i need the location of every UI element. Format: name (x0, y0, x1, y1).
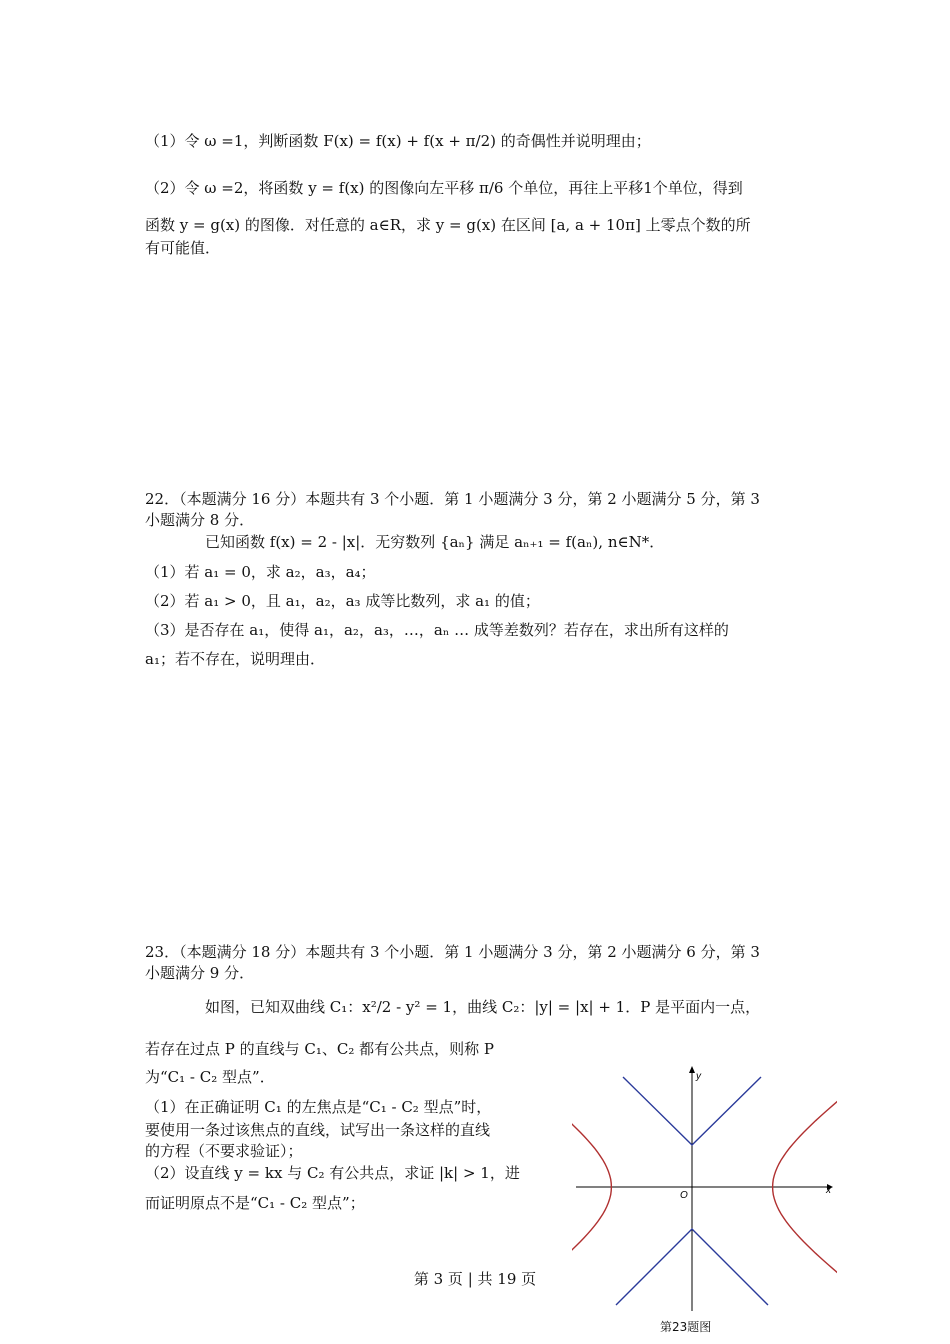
q23-part2-line2: 而证明原点不是“C₁ - C₂ 型点”； (145, 1194, 365, 1212)
q23-part1-line2: 要使用一条过该焦点的直线，试写出一条这样的直线 (145, 1121, 491, 1139)
y-axis-arrow-icon (689, 1066, 695, 1073)
q21-part2-line2: 函数 y = g(x) 的图像．对任意的 a∈R，求 y = g(x) 在区间 [a, a + 10π] 上零点个数的所 (145, 216, 751, 234)
q22-stem: 已知函数 f(x) = 2 - |x|．无穷数列 {aₙ} 满足 aₙ₊₁ = f(aₙ), n∈N*． (205, 533, 665, 551)
q21-part1: （1）令 ω =1，判断函数 F(x) = f(x) + f(x + π/2) 的奇偶性并说明理由； (145, 132, 651, 150)
page-footer: 第 3 页 | 共 19 页 (413, 1270, 537, 1288)
x-axis-label: x (826, 1185, 831, 1196)
q23-stem-line3: 为“C₁ - C₂ 型点”． (145, 1068, 275, 1086)
q23-header-line1: 23．（本题满分 18 分）本题共有 3 个小题．第 1 小题满分 3 分，第 2 小题满分 6 分，第 3 (145, 943, 760, 961)
q23-stem-line1: 如图，已知双曲线 C₁：x²/2 - y² = 1，曲线 C₂：|y| = |x| + 1．P 是平面内一点， (205, 998, 761, 1016)
q23-part1-line3: 的方程（不要求验证）； (145, 1142, 303, 1160)
q23-header-line2: 小题满分 9 分． (145, 964, 255, 982)
q22-part3-line1: （3）是否存在 a₁，使得 a₁，a₂，a₃，…，aₙ … 成等差数列？若存在，求出所有这样的 (145, 621, 729, 639)
q22-part2: （2）若 a₁ > 0，且 a₁，a₂，a₃ 成等比数列，求 a₁ 的值； (145, 592, 540, 610)
origin-label: O (680, 1190, 688, 1201)
q22-part1: （1）若 a₁ = 0，求 a₂，a₃，a₄； (145, 563, 376, 581)
q22-part3-line2: a₁；若不存在，说明理由． (145, 650, 325, 668)
q23-part2-line1: （2）设直线 y = kx 与 C₂ 有公共点，求证 |k| > 1，进 (145, 1164, 520, 1182)
q22-header-line2: 小题满分 8 分． (145, 511, 255, 529)
figure-caption: 第23题图 (660, 1320, 712, 1334)
q21-part2-line3: 有可能值． (145, 239, 221, 257)
q22-header-line1: 22．（本题满分 16 分）本题共有 3 个小题．第 1 小题满分 3 分，第 2 小题满分 5 分，第 3 (145, 490, 760, 508)
q23-part1-line1: （1）在正确证明 C₁ 的左焦点是“C₁ - C₂ 型点”时， (145, 1098, 492, 1116)
q23-stem-line2: 若存在过点 P 的直线与 C₁、C₂ 都有公共点，则称 P (145, 1040, 495, 1058)
y-axis-label: y (696, 1071, 701, 1082)
q21-part2-line1: （2）令 ω =2，将函数 y = f(x) 的图像向左平移 π/6 个单位，再往上平移1个单位，得到 (145, 179, 743, 197)
